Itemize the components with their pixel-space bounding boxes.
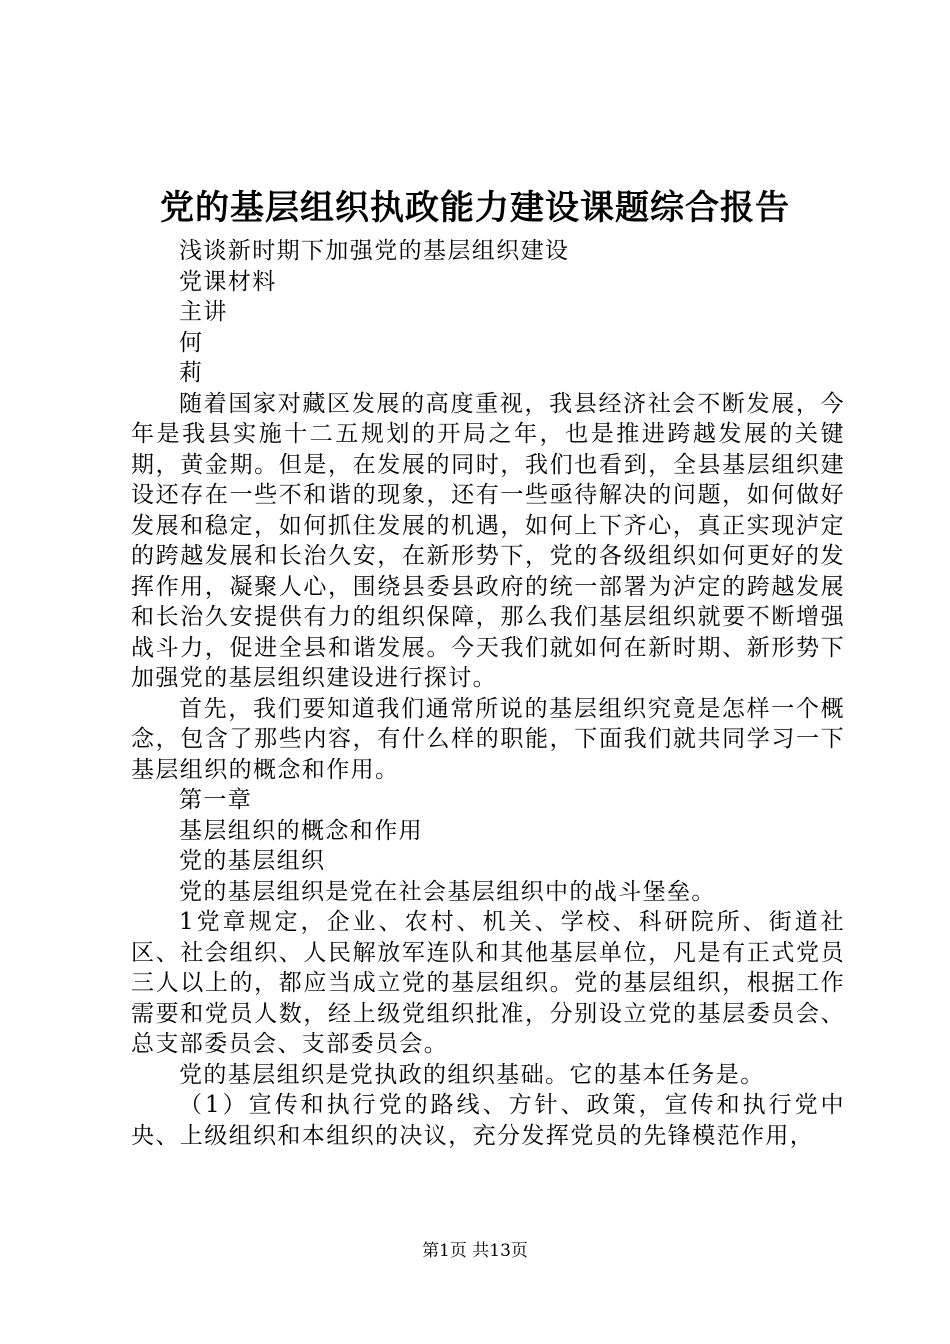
material-label-paragraph: 党课材料: [179, 268, 277, 295]
chapter-title: 基层组织的概念和作用: [179, 817, 423, 844]
speaker-label-paragraph: 主讲: [179, 299, 228, 325]
body-paragraph: 首先，我们要知道我们通常所说的基层组织究竟是怎样一个概念，包含了那些内容，有什么样的职能，下面我们就共同学习一下基层组织的概念和作用。: [131, 695, 845, 783]
document-body: [131, 236, 845, 1151]
body-paragraph: 党的基层组织是党在社会基层组织中的战斗堡垒。: [179, 878, 716, 905]
subtitle-paragraph: 浅谈新时期下加强党的基层组织建设: [179, 238, 570, 264]
chapter-heading: 第一章: [179, 787, 253, 813]
speaker-name-part-2: 莉: [179, 360, 204, 386]
body-paragraph: 党的基层组织是党执政的组织基础。它的基本任务是。: [179, 1061, 765, 1088]
page-number-footer: 第1页 共13页: [422, 1241, 528, 1261]
section-heading: 党的基层组织: [179, 848, 326, 874]
body-paragraph: 随着国家对藏区发展的高度重视，我县经济社会不断发展，今年是我县实施十二五规划的开局之年，也是推进跨越发展的关键期，黄金期。但是，在发展的同时，我们也看到，全县基层组织建设还存在一些不和谐的现象，还有一些亟待解决的问题，如何做好发展和稳定，如何抓住发展的机遇，如何上下齐心，真正实现泸定的跨越发展和长治久安，在新形势下，党的各级组织如何更好的发挥作用，凝聚人心，围绕县委县政府的统一部署为泸定的跨越发展和长治久安提供有力的组织保障，那么我们基层组织就要不断增强战斗力，促进全县和谐发展。今天我们就如何在新时期、新形势下加强党的基层组织建设进行探讨。: [131, 390, 845, 691]
body-paragraph: 1党章规定，企业、农村、机关、学校、科研院所、街道社区、社会组织、人民解放军连队和其他基层单位，凡是有正式党员三人以上的，都应当成立党的基层组织。党的基层组织，根据工作需要和党员人数，经上级党组织批准，分别设立党的基层委员会、总支部委员会、支部委员会。: [131, 909, 845, 1057]
document-title: 党的基层组织执政能力建设课题综合报告: [160, 188, 790, 228]
speaker-name-part-1: 何: [179, 329, 204, 356]
body-paragraph: （1）宣传和执行党的路线、方针、政策，宣传和执行党中央、上级组织和本组织的决议，充分发挥党员的先锋模范作用，: [131, 1092, 845, 1149]
